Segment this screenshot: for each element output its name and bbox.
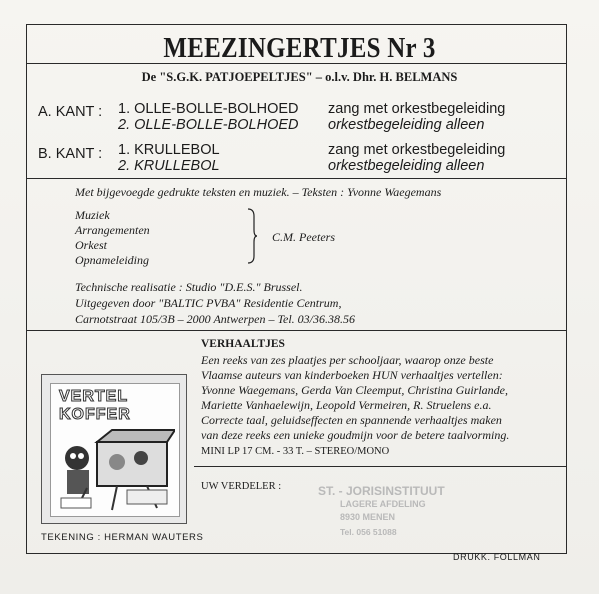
texts-credit-line: Met bijgevoegde gedrukte teksten en muziek. – Teksten : Yvonne Waegemans bbox=[75, 185, 442, 199]
dealer-label: UW VERDELER : bbox=[201, 481, 282, 492]
production-line: Uitgegeven door "BALTIC PVBA" Residentie Centrum, bbox=[75, 296, 342, 310]
side-b-label: B. KANT : bbox=[38, 146, 103, 162]
side-a-label: A. KANT : bbox=[38, 104, 103, 120]
divider bbox=[26, 178, 567, 179]
side-b-track-2: 2. KRULLEBOL bbox=[118, 158, 220, 174]
stories-line: Yvonne Waegemans, Gerda Van Cleemput, Christina Guirlande, bbox=[201, 383, 508, 397]
stories-line: Correcte taal, geluidseffecten en spannende verhaaltjes maken bbox=[201, 413, 502, 427]
credit-person: C.M. Peeters bbox=[272, 230, 335, 244]
illustration-title-1: VERTEL bbox=[59, 388, 129, 405]
side-b-track-1: 1. KRULLEBOL bbox=[118, 142, 220, 158]
production-line: Carnotstraat 105/3B – 2000 Antwerpen – Tel. 03/36.38.56 bbox=[75, 312, 356, 326]
stories-line: Vlaamse auteurs van kinderboeken HUN verhaaltjes vertellen: bbox=[201, 368, 503, 382]
side-b-desc-2: orkestbegeleiding alleen bbox=[328, 158, 485, 174]
stories-line: Een reeks van zes plaatjes per schooljaar, waarop onze beste bbox=[201, 353, 494, 367]
stories-line: Mariette Vanhaelewijn, Leopold Vermeiren, R. Struelens e.a. bbox=[201, 398, 492, 412]
divider bbox=[194, 466, 567, 467]
curly-brace-icon bbox=[247, 208, 257, 264]
credit-role: Opnameleiding bbox=[75, 253, 149, 267]
stories-heading: VERHAALTJES bbox=[201, 338, 285, 350]
credit-role: Muziek bbox=[75, 208, 110, 222]
illustration-title-2: KOFFER bbox=[59, 406, 131, 423]
page-title: MEEZINGERTJES Nr 3 bbox=[163, 32, 436, 64]
side-b-desc-1: zang met orkestbegeleiding bbox=[328, 142, 506, 158]
illustration-frame bbox=[50, 383, 180, 517]
credit-role: Orkest bbox=[75, 238, 107, 252]
stories-line: van deze reeks een unieke goudmijn voor de betere taalvorming. bbox=[201, 428, 510, 442]
credit-role: Arrangementen bbox=[75, 223, 150, 237]
dealer-stamp-line: ST. - JORISINSTITUUT bbox=[318, 484, 445, 498]
toy-chest-icon bbox=[57, 428, 175, 512]
format-line: MINI LP 17 CM. - 33 T. – STEREO/MONO bbox=[201, 446, 390, 457]
illustration-caption: TEKENING : HERMAN WAUTERS bbox=[41, 532, 204, 543]
side-a-desc-1: zang met orkestbegeleiding bbox=[328, 101, 506, 117]
production-line: Technische realisatie : Studio "D.E.S." Brussel. bbox=[75, 280, 303, 294]
divider bbox=[26, 330, 567, 331]
dealer-stamp-line: LAGERE AFDELING bbox=[340, 499, 426, 509]
dealer-stamp-line: Tel. 056 51088 bbox=[340, 527, 397, 537]
cover-illustration bbox=[41, 374, 187, 524]
side-a-track-1: 1. OLLE-BOLLE-BOLHOED bbox=[118, 101, 299, 117]
side-a-desc-2: orkestbegeleiding alleen bbox=[328, 117, 485, 133]
printer-credit: DRUKK. FOLLMAN bbox=[453, 552, 541, 562]
performers-subtitle: De "S.G.K. PATJOEPELTJES" – o.l.v. Dhr. H. BELMANS bbox=[141, 70, 458, 84]
dealer-stamp-line: 8930 MENEN bbox=[340, 512, 396, 522]
side-a-track-2: 2. OLLE-BOLLE-BOLHOED bbox=[118, 117, 299, 133]
divider bbox=[26, 63, 567, 64]
